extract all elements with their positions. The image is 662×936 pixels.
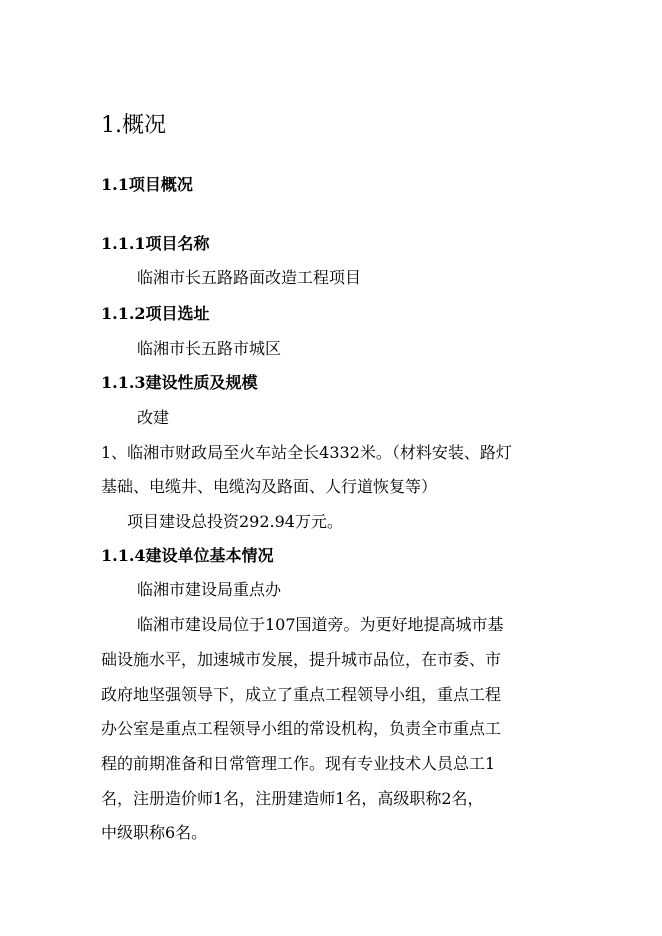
paragraph-line: 政府地坚强领导下，成立了重点工程领导小组，重点工程 xyxy=(101,685,502,704)
scale-detail-line: 1、临湘市财政局至火车站全长4332米。（材料安装、路灯 xyxy=(101,443,512,462)
investment-total-line: 项目建设总投资292.94万元。 xyxy=(127,512,343,531)
heading-1-1: 1.1项目概况 xyxy=(101,175,193,194)
project-location-text: 临湘市长五路市城区 xyxy=(137,339,282,358)
paragraph-line: 础设施水平，加速城市发展，提升城市品位，在市委、市 xyxy=(101,650,502,669)
paragraph-line: 名，注册造价师1名，注册建造师1名，高级职称2名， xyxy=(101,789,484,808)
heading-1: 1.概况 xyxy=(101,113,166,138)
project-name-text: 临湘市长五路路面改造工程项目 xyxy=(137,268,362,287)
paragraph-line: 临湘市建设局位于107国道旁。为更好地提高城市基 xyxy=(137,615,504,634)
scale-detail-line: 基础、电缆井、电缆沟及路面、人行道恢复等） xyxy=(101,477,438,496)
heading-1-1-4: 1.1.4建设单位基本情况 xyxy=(101,546,274,565)
paragraph-line: 程的前期准备和日常管理工作。现有专业技术人员总工1 xyxy=(101,754,496,773)
paragraph-line: 中级职称6名。 xyxy=(101,823,208,842)
paragraph-line: 办公室是重点工程领导小组的常设机构，负责全市重点工 xyxy=(101,719,502,738)
heading-1-1-3: 1.1.3建设性质及规模 xyxy=(101,373,258,392)
construction-type-text: 改建 xyxy=(137,408,170,427)
heading-1-1-1: 1.1.1项目名称 xyxy=(101,234,210,253)
heading-1-1-2: 1.1.2项目选址 xyxy=(101,304,210,323)
construction-unit-text: 临湘市建设局重点办 xyxy=(137,580,282,599)
